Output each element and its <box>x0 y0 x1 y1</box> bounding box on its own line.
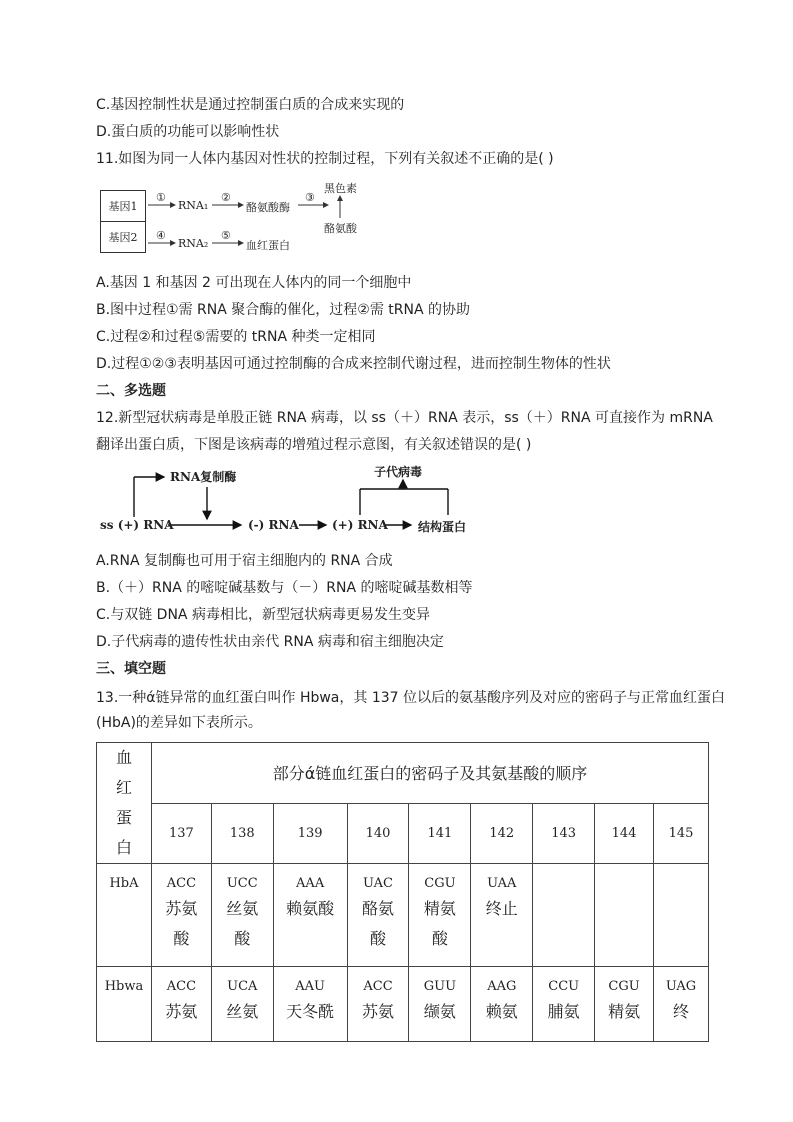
rna2-label: RNA₂ <box>178 237 209 250</box>
position-row <box>97 803 709 864</box>
table-cell <box>533 967 595 1042</box>
table-row-hba <box>97 864 709 967</box>
question-11: 11.如图为同一人体内基因对性状的控制过程，下列有关叙述不正确的是( ) <box>96 151 554 167</box>
codon-text: UAG <box>665 979 697 994</box>
codon-text: CGU <box>608 979 640 994</box>
table-cell <box>654 864 709 967</box>
span-header-cell: 部分ά链血红蛋白的密码子及其氨基酸的顺序 <box>151 743 708 804</box>
replicase-label: RNA复制酶 <box>170 470 237 484</box>
codon-text: CGU <box>424 876 456 891</box>
hemoglobin-label: 血红蛋白 <box>246 239 290 252</box>
melanin-label: 黑色素 <box>324 182 357 195</box>
progeny-virus-label: 子代病毒 <box>374 465 423 479</box>
option-b-q12: B.（＋）RNA 的嘧啶碱基数与（－）RNA 的嘧啶碱基数相等 <box>96 580 473 596</box>
step4-label: ④ <box>156 229 166 242</box>
question-13-line1: 13.一种ά链异常的血红蛋白叫作 Hbwa，其 137 位以后的氨基酸序列及对应的密码子与正常血红蛋白 <box>96 690 726 706</box>
step2-label: ② <box>221 191 231 204</box>
table-cell <box>471 967 533 1042</box>
position-cell-139: 139 <box>273 803 347 864</box>
table-cell <box>595 864 654 967</box>
codon-text: AAG <box>487 979 517 994</box>
amino-acid-text: 丝氨 <box>226 1002 259 1021</box>
amino-acid-text: 天冬酰 <box>286 1002 335 1021</box>
codon-text: UCA <box>227 979 258 994</box>
amino-acid-text: 苏氨 <box>165 1002 198 1021</box>
minus-rna-label: (-) RNA <box>248 518 299 532</box>
codon-text: UCC <box>226 876 258 891</box>
position-cell-137: 137 <box>151 803 211 864</box>
amino-acid-text: 精氨 <box>423 899 456 918</box>
codon-text: ACC <box>363 979 393 994</box>
gene1-box: 基因1 <box>100 190 146 222</box>
amino-acid-text: 赖氨 <box>485 1002 518 1021</box>
enzyme-label: 酪氨酸酶 <box>246 201 290 214</box>
table-cell <box>151 967 211 1042</box>
position-cell-140: 140 <box>347 803 409 864</box>
amino-acid-text: 终止 <box>485 899 518 918</box>
table-cell <box>211 967 273 1042</box>
position-cell-141: 141 <box>409 803 471 864</box>
amino-acid-text: 苏氨 <box>165 899 198 918</box>
amino-acid-text: 脯氨 <box>547 1002 580 1021</box>
table-cell <box>211 864 273 967</box>
position-cell-142: 142 <box>471 803 533 864</box>
position-cell-143: 143 <box>533 803 595 864</box>
amino-acid-text: 赖氨酸 <box>286 899 335 918</box>
codon-text: CCU <box>548 979 580 994</box>
section-heading-multi: 二、多选题 <box>96 383 166 399</box>
row-header-cell <box>97 743 152 864</box>
table-cell <box>347 967 409 1042</box>
question-12-line2: 翻译出蛋白质，下图是该病毒的增殖过程示意图，有关叙述错误的是( ) <box>96 437 532 453</box>
amino-acid-text: 酸 <box>431 929 448 948</box>
option-c-q10: C.基因控制性状是通过控制蛋白质的合成来实现的 <box>96 97 405 113</box>
amino-acid-text: 酸 <box>234 929 251 948</box>
table-cell <box>409 967 471 1042</box>
position-cell-144: 144 <box>595 803 654 864</box>
row-header-text: 血红蛋白 <box>115 748 132 857</box>
amino-acid-text: 酸 <box>173 929 190 948</box>
amino-acid-text: 酪氨 <box>362 899 395 918</box>
row-name-cell <box>97 864 152 967</box>
rna1-label: RNA₁ <box>178 199 209 212</box>
table-row-hbwa <box>97 967 709 1042</box>
codon-text: AAU <box>295 979 325 994</box>
row-name: Hbwa <box>104 979 144 994</box>
diagram1-arrows <box>100 180 430 270</box>
gene-control-diagram <box>100 180 430 270</box>
plus-rna-label: (+) RNA <box>332 518 388 532</box>
question-12-line1: 12.新型冠状病毒是单股正链 RNA 病毒，以 ss（＋）RNA 表示，ss（＋）RNA 可直接作为 mRNA <box>96 410 713 426</box>
step3-label: ③ <box>305 191 315 204</box>
structural-protein-label: 结构蛋白 <box>418 520 467 534</box>
table-cell <box>533 864 595 967</box>
position-cell-138: 138 <box>211 803 273 864</box>
amino-acid-text: 丝氨 <box>226 899 259 918</box>
question-13-line2: (HbA)的差异如下表所示。 <box>96 715 262 731</box>
table-cell <box>273 864 347 967</box>
row-name-cell <box>97 967 152 1042</box>
option-a-q12: A.RNA 复制酶也可用于宿主细胞内的 RNA 合成 <box>96 553 393 569</box>
amino-acid-text: 精氨 <box>608 1002 641 1021</box>
table-cell <box>595 967 654 1042</box>
table-cell <box>151 864 211 967</box>
option-c-q11: C.过程②和过程⑤需要的 tRNA 种类一定相同 <box>96 329 376 345</box>
position-cell-145: 145 <box>654 803 709 864</box>
ss-plus-rna-label: ss (+) RNA <box>100 518 174 532</box>
codon-text: ACC <box>166 876 197 891</box>
codon-text: UAC <box>363 876 393 891</box>
step5-label: ⑤ <box>221 229 231 242</box>
codon-text: ACC <box>166 979 197 994</box>
option-d-q10: D.蛋白质的功能可以影响性状 <box>96 124 280 140</box>
row-name: HbA <box>109 876 139 891</box>
section-heading-fill: 三、填空题 <box>96 661 166 677</box>
gene2-box: 基因2 <box>100 221 146 253</box>
virus-replication-diagram <box>98 463 488 537</box>
option-b-q11: B.图中过程①需 RNA 聚合酶的催化，过程②需 tRNA 的协助 <box>96 302 470 318</box>
option-a-q11: A.基因 1 和基因 2 可出现在人体内的同一个细胞中 <box>96 275 412 291</box>
codon-table <box>96 742 709 1042</box>
amino-acid-text: 酸 <box>370 929 387 948</box>
amino-acid-text: 终 <box>673 1002 690 1021</box>
table-cell <box>409 864 471 967</box>
table-cell <box>347 864 409 967</box>
amino-acid-text: 缬氨 <box>423 1002 456 1021</box>
amino-acid-text: 苏氨 <box>362 1002 395 1021</box>
table-cell <box>471 864 533 967</box>
option-d-q11: D.过程①②③表明基因可通过控制酶的合成来控制代谢过程，进而控制生物体的性状 <box>96 356 611 372</box>
table-cell <box>654 967 709 1042</box>
codon-text: GUU <box>423 979 457 994</box>
step1-label: ① <box>156 191 166 204</box>
codon-text: AAA <box>296 876 325 891</box>
tyrosine-label: 酪氨酸 <box>324 222 357 235</box>
option-c-q12: C.与双链 DNA 病毒相比，新型冠状病毒更易发生变异 <box>96 607 430 623</box>
option-d-q12: D.子代病毒的遗传性状由亲代 RNA 病毒和宿主细胞决定 <box>96 634 444 650</box>
codon-text: UAA <box>487 876 517 891</box>
table-cell <box>273 967 347 1042</box>
